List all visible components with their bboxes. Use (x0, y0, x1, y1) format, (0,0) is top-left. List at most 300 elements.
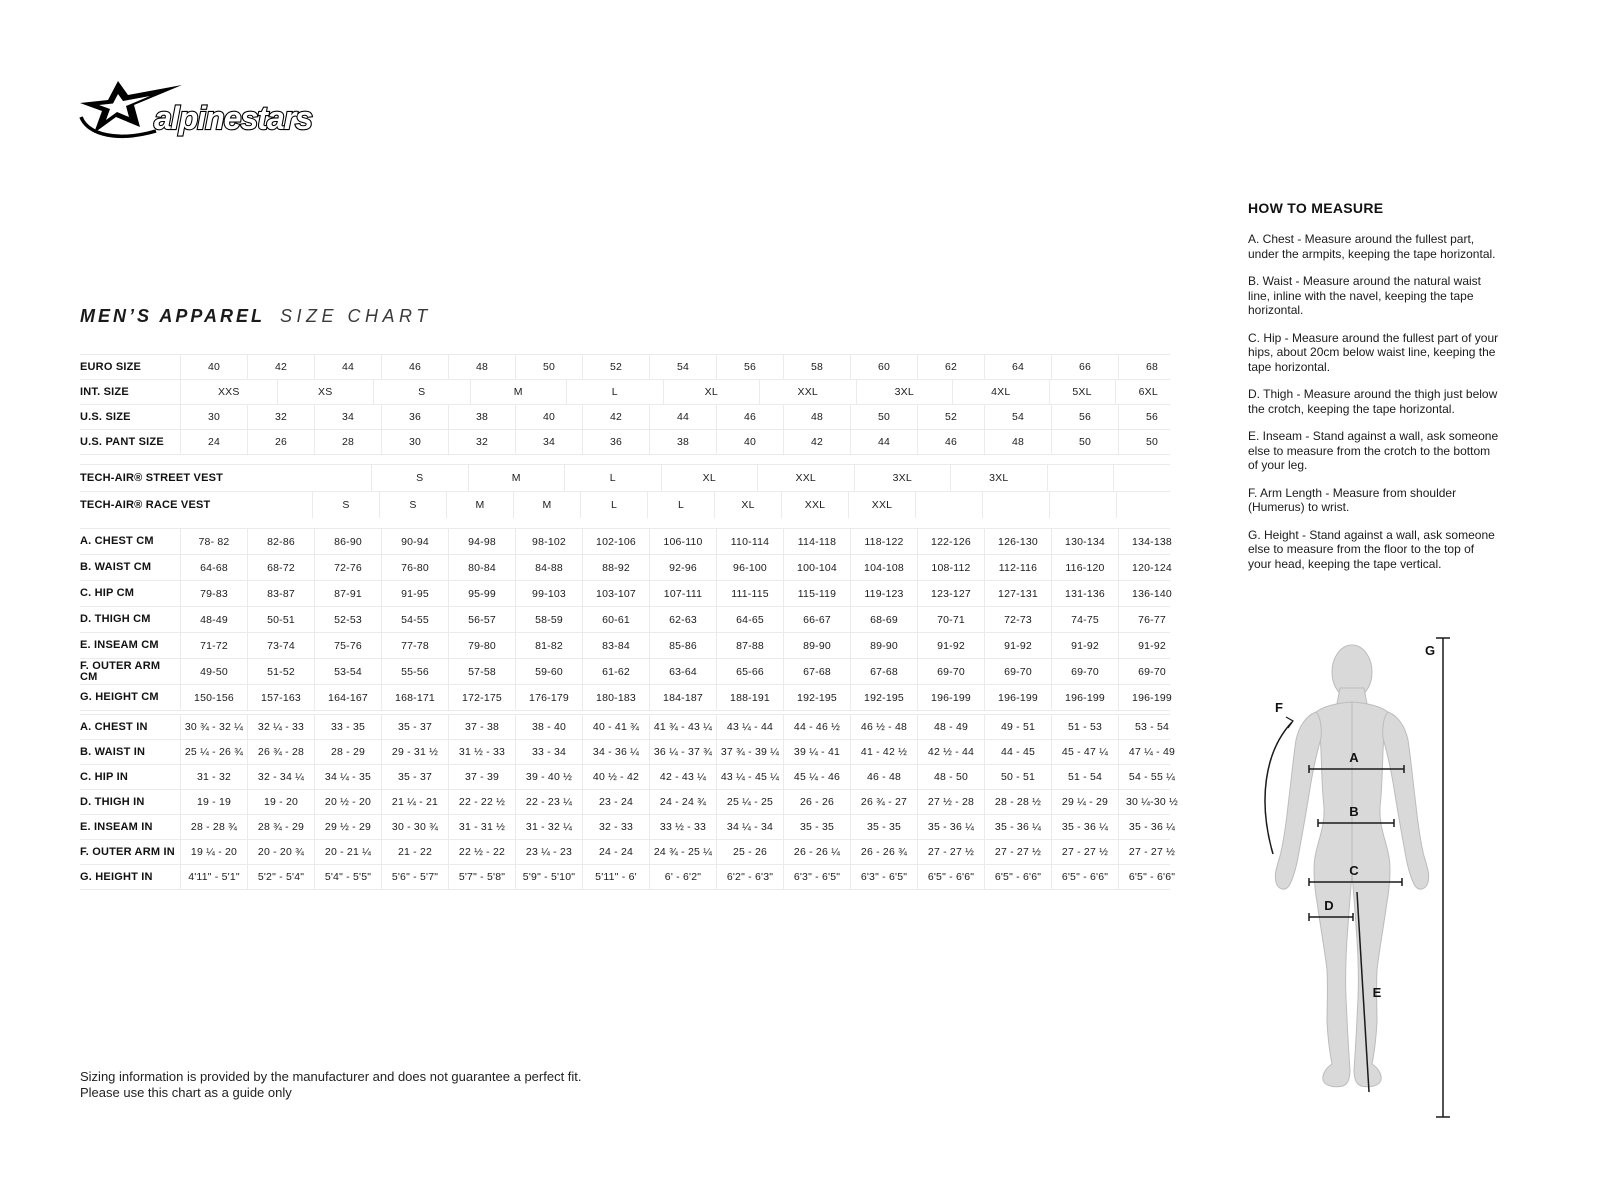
size-cell: 68-69 (850, 607, 917, 632)
size-cell: 74-75 (1051, 607, 1118, 632)
how-to-measure-list (1248, 232, 1500, 571)
measurements-cm-table (80, 528, 1170, 711)
size-cell: 5'2" - 5'4" (247, 865, 314, 889)
size-cell: 47 ¼ - 49 (1118, 740, 1185, 764)
height-line-G (1436, 638, 1450, 1117)
size-cell: 76-80 (381, 555, 448, 580)
size-cell: 100-104 (783, 555, 850, 580)
size-cell: XXL (848, 492, 915, 518)
size-cell: 127-131 (984, 581, 1051, 606)
size-cell: 54 - 55 ¼ (1118, 765, 1185, 789)
row-label: F. OUTER ARM IN (80, 845, 175, 858)
size-cell: 91-92 (1118, 633, 1185, 658)
size-cell: 58 (783, 355, 850, 379)
size-cell: 68-72 (247, 555, 314, 580)
table-row (80, 429, 1170, 454)
size-cell: 56 (716, 355, 783, 379)
row-label: F. OUTER ARM CM (80, 659, 161, 683)
size-cell: 69-70 (984, 659, 1051, 684)
size-cell: 22 - 23 ¼ (515, 790, 582, 814)
size-cell: 40 ½ - 42 (582, 765, 649, 789)
size-cell: 120-124 (1118, 555, 1185, 580)
size-cell: 43 ¼ - 44 (716, 715, 783, 739)
size-cell: 123-127 (917, 581, 984, 606)
size-cell: 35 - 36 ¼ (1051, 815, 1118, 839)
table-row (80, 632, 1170, 658)
size-cell: 45 - 47 ¼ (1051, 740, 1118, 764)
size-cell: 3XL (854, 465, 951, 491)
size-cell (1116, 492, 1183, 518)
size-cell: 64-65 (716, 607, 783, 632)
size-cell: 28 - 28 ½ (984, 790, 1051, 814)
size-cell: 64 (984, 355, 1051, 379)
size-cell: 44 - 45 (984, 740, 1051, 764)
size-cell: 50 - 51 (984, 765, 1051, 789)
size-cell: 85-86 (649, 633, 716, 658)
size-cell: 44 (649, 405, 716, 429)
size-cell: 42 (247, 355, 314, 379)
size-cell: S (379, 492, 446, 518)
size-cell: 35 - 37 (381, 715, 448, 739)
size-cell: 110-114 (716, 529, 783, 554)
size-cell (915, 492, 982, 518)
size-cell: XXS (180, 380, 277, 404)
disclaimer-line-1: Sizing information is provided by the manufacturer and does not guarantee a perfect fit. (80, 1069, 582, 1084)
table-row (80, 528, 1170, 554)
alpinestars-logo (78, 76, 350, 148)
size-cell: XXL (759, 380, 856, 404)
disclaimer (80, 1069, 582, 1101)
size-cell: 39 - 40 ½ (515, 765, 582, 789)
size-cell: 94-98 (448, 529, 515, 554)
size-cell: 6'2" - 6'3" (716, 865, 783, 889)
table-row (80, 764, 1176, 789)
size-cell: 48 (448, 355, 515, 379)
size-cell: 24 (180, 430, 247, 454)
size-cell (1049, 492, 1116, 518)
size-cell: 20 ½ - 20 (314, 790, 381, 814)
size-cell: 69-70 (917, 659, 984, 684)
row-label: D. THIGH IN (80, 795, 145, 808)
size-cell: 32 (448, 430, 515, 454)
size-cell: 44 (314, 355, 381, 379)
size-cell: 35 - 35 (783, 815, 850, 839)
size-cell: 26 - 26 ¼ (783, 840, 850, 864)
size-cell: M (470, 380, 567, 404)
size-cell: 35 - 35 (850, 815, 917, 839)
size-cell: 28 - 28 ¾ (180, 815, 247, 839)
size-cell: 107-111 (649, 581, 716, 606)
size-cell: 52 (917, 405, 984, 429)
size-cell: 34 (314, 405, 381, 429)
size-cell: 60-61 (582, 607, 649, 632)
size-cell: 46 (917, 430, 984, 454)
size-cell: 44 - 46 ½ (783, 715, 850, 739)
size-cell: 5'7" - 5'8" (448, 865, 515, 889)
size-cell (180, 465, 276, 491)
size-cell: 5'9" - 5'10" (515, 865, 582, 889)
size-cell: S (371, 465, 468, 491)
size-cell: 19 - 20 (247, 790, 314, 814)
size-cell: XL (661, 465, 758, 491)
size-cell: 5'6" - 5'7" (381, 865, 448, 889)
size-cell: 20 - 20 ¾ (247, 840, 314, 864)
size-cell: 33 - 34 (515, 740, 582, 764)
size-cell: 6'5" - 6'6" (984, 865, 1051, 889)
size-cell: 42 (783, 430, 850, 454)
size-cell: L (580, 492, 647, 518)
size-cell: 35 - 36 ¼ (917, 815, 984, 839)
size-cell: 196-199 (917, 685, 984, 710)
size-cell: 42 - 43 ¼ (649, 765, 716, 789)
size-cell: 114-118 (783, 529, 850, 554)
size-cell: 30 - 30 ¾ (381, 815, 448, 839)
row-label: G. HEIGHT CM (80, 691, 159, 703)
size-cell: 24 - 24 ¾ (649, 790, 716, 814)
size-cell: 70-71 (917, 607, 984, 632)
disclaimer-line-2: Please use this chart as a guide only (80, 1085, 292, 1100)
size-cell: 51 - 53 (1051, 715, 1118, 739)
size-cell: 62-63 (649, 607, 716, 632)
table-row (80, 658, 1170, 684)
size-cell: 54-55 (381, 607, 448, 632)
table-row (80, 491, 1170, 518)
size-cell: 30 ¾ - 32 ¼ (180, 715, 247, 739)
row-label: C. HIP CM (80, 587, 135, 599)
row-label: EURO SIZE (80, 360, 142, 373)
size-cell: 39 ¼ - 41 (783, 740, 850, 764)
size-cell: 83-84 (582, 633, 649, 658)
size-cell: 6'5" - 6'6" (917, 865, 984, 889)
size-cell: 150-156 (180, 685, 247, 710)
size-cell: 87-88 (716, 633, 783, 658)
size-cell: 83-87 (247, 581, 314, 606)
row-label: C. HIP IN (80, 770, 129, 783)
size-cell: 31 - 31 ½ (448, 815, 515, 839)
size-cell: 27 - 27 ½ (984, 840, 1051, 864)
size-cell: 48 (783, 405, 850, 429)
size-cell: 63-64 (649, 659, 716, 684)
size-cell: 4XL (952, 380, 1049, 404)
size-cell: 88-92 (582, 555, 649, 580)
size-cell: 99-103 (515, 581, 582, 606)
measure-instruction: F. Arm Length - Measure from shoulder (Humerus) to wrist. (1248, 485, 1457, 514)
size-cell: 126-130 (984, 529, 1051, 554)
size-cell: 96-100 (716, 555, 783, 580)
size-cell: 51-52 (247, 659, 314, 684)
size-cell: 130-134 (1051, 529, 1118, 554)
size-cell (1047, 465, 1113, 491)
measure-instruction: C. Hip - Measure around the fullest part of your hips, about 20cm below waist line, keeping the tape horizontal. (1248, 330, 1499, 374)
size-cell: 31 - 32 ¼ (515, 815, 582, 839)
size-cell: 22 ½ - 22 (448, 840, 515, 864)
size-cell: 33 - 35 (314, 715, 381, 739)
size-cell: 72-76 (314, 555, 381, 580)
table-row (80, 404, 1170, 429)
size-cell: 90-94 (381, 529, 448, 554)
table-row (80, 606, 1170, 632)
row-label: D. THIGH CM (80, 613, 151, 625)
size-cell: 115-119 (783, 581, 850, 606)
size-cell: 188-191 (716, 685, 783, 710)
size-cell: 37 ¾ - 39 ¼ (716, 740, 783, 764)
size-cell: 68 (1118, 355, 1185, 379)
size-cell: 24 - 24 (582, 840, 649, 864)
size-cell: 180-183 (582, 685, 649, 710)
size-cell: S (312, 492, 379, 518)
size-cell: 50 (1118, 430, 1185, 454)
row-label: G. HEIGHT IN (80, 870, 153, 883)
size-cell: 5'4" - 5'5" (314, 865, 381, 889)
size-cell: 69-70 (1051, 659, 1118, 684)
size-cell: 61-62 (582, 659, 649, 684)
size-cell: 40 (716, 430, 783, 454)
size-cell: L (564, 465, 661, 491)
size-cell: 20 - 21 ¼ (314, 840, 381, 864)
size-cell: 40 (515, 405, 582, 429)
size-cell: 27 - 27 ½ (1118, 840, 1185, 864)
size-cell: 92-96 (649, 555, 716, 580)
size-cell: 6'3" - 6'5" (783, 865, 850, 889)
row-label: TECH-AIR® RACE VEST (80, 498, 211, 511)
table-row (80, 739, 1176, 764)
page-title (80, 306, 432, 327)
size-cell: 136-140 (1118, 581, 1185, 606)
size-cell: 30 ¼-30 ½ (1118, 790, 1185, 814)
size-cell: 57-58 (448, 659, 515, 684)
table-row (80, 814, 1176, 839)
table-row (80, 554, 1170, 580)
size-cell: 49 - 51 (984, 715, 1051, 739)
size-cell: 3XL (856, 380, 953, 404)
size-cell: 21 ¼ - 21 (381, 790, 448, 814)
size-cell: 50 (1051, 430, 1118, 454)
size-cell: 24 ¾ - 25 ¼ (649, 840, 716, 864)
row-label: INT. SIZE (80, 385, 129, 398)
size-cell: 56 (1051, 405, 1118, 429)
row-label: TECH-AIR® STREET VEST (80, 471, 224, 484)
table-row (80, 789, 1178, 814)
size-cell: 29 - 31 ½ (381, 740, 448, 764)
size-cell: 32 - 33 (582, 815, 649, 839)
diagram-label-G: G (1424, 643, 1436, 658)
size-cell: 118-122 (850, 529, 917, 554)
size-cell: 59-60 (515, 659, 582, 684)
body-measurement-diagram (1230, 612, 1560, 1127)
measure-instruction: D. Thigh - Measure around the thigh just below the crotch, keeping the tape horizontal. (1248, 387, 1498, 416)
size-cell: 37 - 39 (448, 765, 515, 789)
size-cell: 31 - 32 (180, 765, 247, 789)
size-cell: 111-115 (716, 581, 783, 606)
size-cell: 64-68 (180, 555, 247, 580)
size-cell: 53-54 (314, 659, 381, 684)
size-cell: 28 - 29 (314, 740, 381, 764)
size-cell: 103-107 (582, 581, 649, 606)
size-cell: 43 ¼ - 45 ¼ (716, 765, 783, 789)
size-cell: 35 - 36 ¼ (1118, 815, 1185, 839)
size-cell: M (513, 492, 580, 518)
size-cell: 54 (649, 355, 716, 379)
size-cell: 44 (850, 430, 917, 454)
size-cell: L (566, 380, 663, 404)
size-cell: 51 - 54 (1051, 765, 1118, 789)
size-cell: 28 (314, 430, 381, 454)
row-label: B. WAIST IN (80, 745, 146, 758)
size-cell (1113, 465, 1180, 491)
size-cell: 40 - 41 ¾ (582, 715, 649, 739)
size-cell: 23 ¼ - 23 (515, 840, 582, 864)
size-cell: 52 (582, 355, 649, 379)
page-title-sub: SIZE CHART (280, 306, 432, 326)
size-cell: 41 - 42 ½ (850, 740, 917, 764)
size-cell: 157-163 (247, 685, 314, 710)
size-cell: 25 ¼ - 26 ¾ (180, 740, 247, 764)
size-cell: 45 ¼ - 46 (783, 765, 850, 789)
size-cell: 91-92 (917, 633, 984, 658)
size-cell: 112-116 (984, 555, 1051, 580)
size-cell: 22 - 22 ½ (448, 790, 515, 814)
size-cell: XXL (781, 492, 848, 518)
size-cell: 27 - 27 ½ (917, 840, 984, 864)
size-conversion-table (80, 354, 1170, 455)
size-cell: 48-49 (180, 607, 247, 632)
size-cell: 36 ¼ - 37 ¾ (649, 740, 716, 764)
size-cell: 4'11" - 5'1" (180, 865, 247, 889)
size-cell (982, 492, 1049, 518)
size-cell: 86-90 (314, 529, 381, 554)
size-cell: 3XL (950, 465, 1047, 491)
size-cell: 119-123 (850, 581, 917, 606)
size-cell: S (373, 380, 470, 404)
row-label: U.S. SIZE (80, 410, 131, 423)
size-cell: 106-110 (649, 529, 716, 554)
size-cell: 6' - 6'2" (649, 865, 716, 889)
row-label: A. CHEST IN (80, 720, 148, 733)
page-title-main: MEN’S APPAREL (80, 306, 266, 326)
size-cell: 36 (381, 405, 448, 429)
row-label: A. CHEST CM (80, 535, 154, 547)
size-cell: 6'5" - 6'6" (1051, 865, 1118, 889)
size-cell: 29 ¼ - 29 (1051, 790, 1118, 814)
size-cell: 38 (649, 430, 716, 454)
size-cell: 32 ¼ - 33 (247, 715, 314, 739)
size-cell: 32 - 34 ¼ (247, 765, 314, 789)
size-cell: 32 (247, 405, 314, 429)
size-cell: 176-179 (515, 685, 582, 710)
size-cell: 6XL (1115, 380, 1182, 404)
size-cell: 65-66 (716, 659, 783, 684)
size-cell: XL (663, 380, 760, 404)
size-cell (276, 465, 372, 491)
measure-instruction: B. Waist - Measure around the natural waist line, inline with the navel, keeping the tape horizontal. (1248, 274, 1481, 317)
size-cell: 28 ¾ - 29 (247, 815, 314, 839)
size-cell: 71-72 (180, 633, 247, 658)
size-cell: 30 (381, 430, 448, 454)
size-cell: 131-136 (1051, 581, 1118, 606)
size-cell: 35 - 36 ¼ (984, 815, 1051, 839)
table-row (80, 379, 1170, 404)
size-cell: 192-195 (783, 685, 850, 710)
size-cell: 25 ¼ - 25 (716, 790, 783, 814)
size-cell: 19 ¼ - 20 (180, 840, 247, 864)
size-cell: 56-57 (448, 607, 515, 632)
size-cell: 42 (582, 405, 649, 429)
size-cell: 30 (180, 405, 247, 429)
size-cell: 26 - 26 ¾ (850, 840, 917, 864)
size-cell: 84-88 (515, 555, 582, 580)
size-cell: 26 (247, 430, 314, 454)
size-cell: 104-108 (850, 555, 917, 580)
size-cell: 50-51 (247, 607, 314, 632)
size-cell: 26 ¾ - 27 (850, 790, 917, 814)
size-cell: 19 - 19 (180, 790, 247, 814)
size-cell: 42 ½ - 44 (917, 740, 984, 764)
size-cell (246, 492, 312, 518)
diagram-label-C: C (1349, 863, 1359, 878)
size-cell: 48 (984, 430, 1051, 454)
size-cell: 192-195 (850, 685, 917, 710)
diagram-label-A: A (1349, 750, 1359, 765)
table-row (80, 684, 1170, 710)
size-cell (180, 492, 246, 518)
size-cell: 76-77 (1118, 607, 1185, 632)
size-cell: 67-68 (850, 659, 917, 684)
size-cell: L (647, 492, 714, 518)
size-cell: 91-92 (1051, 633, 1118, 658)
tech-air-vest-table (80, 464, 1170, 518)
size-cell: 34 - 36 ¼ (582, 740, 649, 764)
row-label: E. INSEAM CM (80, 639, 159, 651)
table-row (80, 580, 1170, 606)
size-cell: 95-99 (448, 581, 515, 606)
size-cell: 5'11" - 6' (582, 865, 649, 889)
size-cell: 66-67 (783, 607, 850, 632)
size-cell: 87-91 (314, 581, 381, 606)
size-cell: 78- 82 (180, 529, 247, 554)
size-cell: 75-76 (314, 633, 381, 658)
size-cell: 56 (1118, 405, 1185, 429)
table-row (80, 354, 1170, 379)
size-cell: 69-70 (1118, 659, 1185, 684)
size-cell: 49-50 (180, 659, 247, 684)
size-cell: 89-90 (783, 633, 850, 658)
size-cell: 72-73 (984, 607, 1051, 632)
size-cell: 37 - 38 (448, 715, 515, 739)
size-cell: 26 - 26 (783, 790, 850, 814)
size-cell: 48 - 49 (917, 715, 984, 739)
size-cell: 73-74 (247, 633, 314, 658)
size-cell: 46 (716, 405, 783, 429)
size-cell: 58-59 (515, 607, 582, 632)
size-cell: 6'5" - 6'6" (1118, 865, 1185, 889)
size-cell: 196-199 (1118, 685, 1185, 710)
row-label: E. INSEAM IN (80, 820, 153, 833)
size-cell: 5XL (1049, 380, 1115, 404)
size-cell: 134-138 (1118, 529, 1185, 554)
size-cell: XS (277, 380, 374, 404)
size-cell: 6'3" - 6'5" (850, 865, 917, 889)
size-cell: 89-90 (850, 633, 917, 658)
size-cell: 91-95 (381, 581, 448, 606)
size-cell: 34 (515, 430, 582, 454)
size-cell: XL (714, 492, 781, 518)
measure-instruction: A. Chest - Measure around the fullest part, under the armpits, keeping the tape horizontal. (1248, 232, 1496, 261)
size-cell: 67-68 (783, 659, 850, 684)
table-row (80, 839, 1176, 864)
size-cell: 102-106 (582, 529, 649, 554)
diagram-label-F: F (1275, 700, 1283, 715)
how-to-measure-section (1248, 200, 1500, 584)
